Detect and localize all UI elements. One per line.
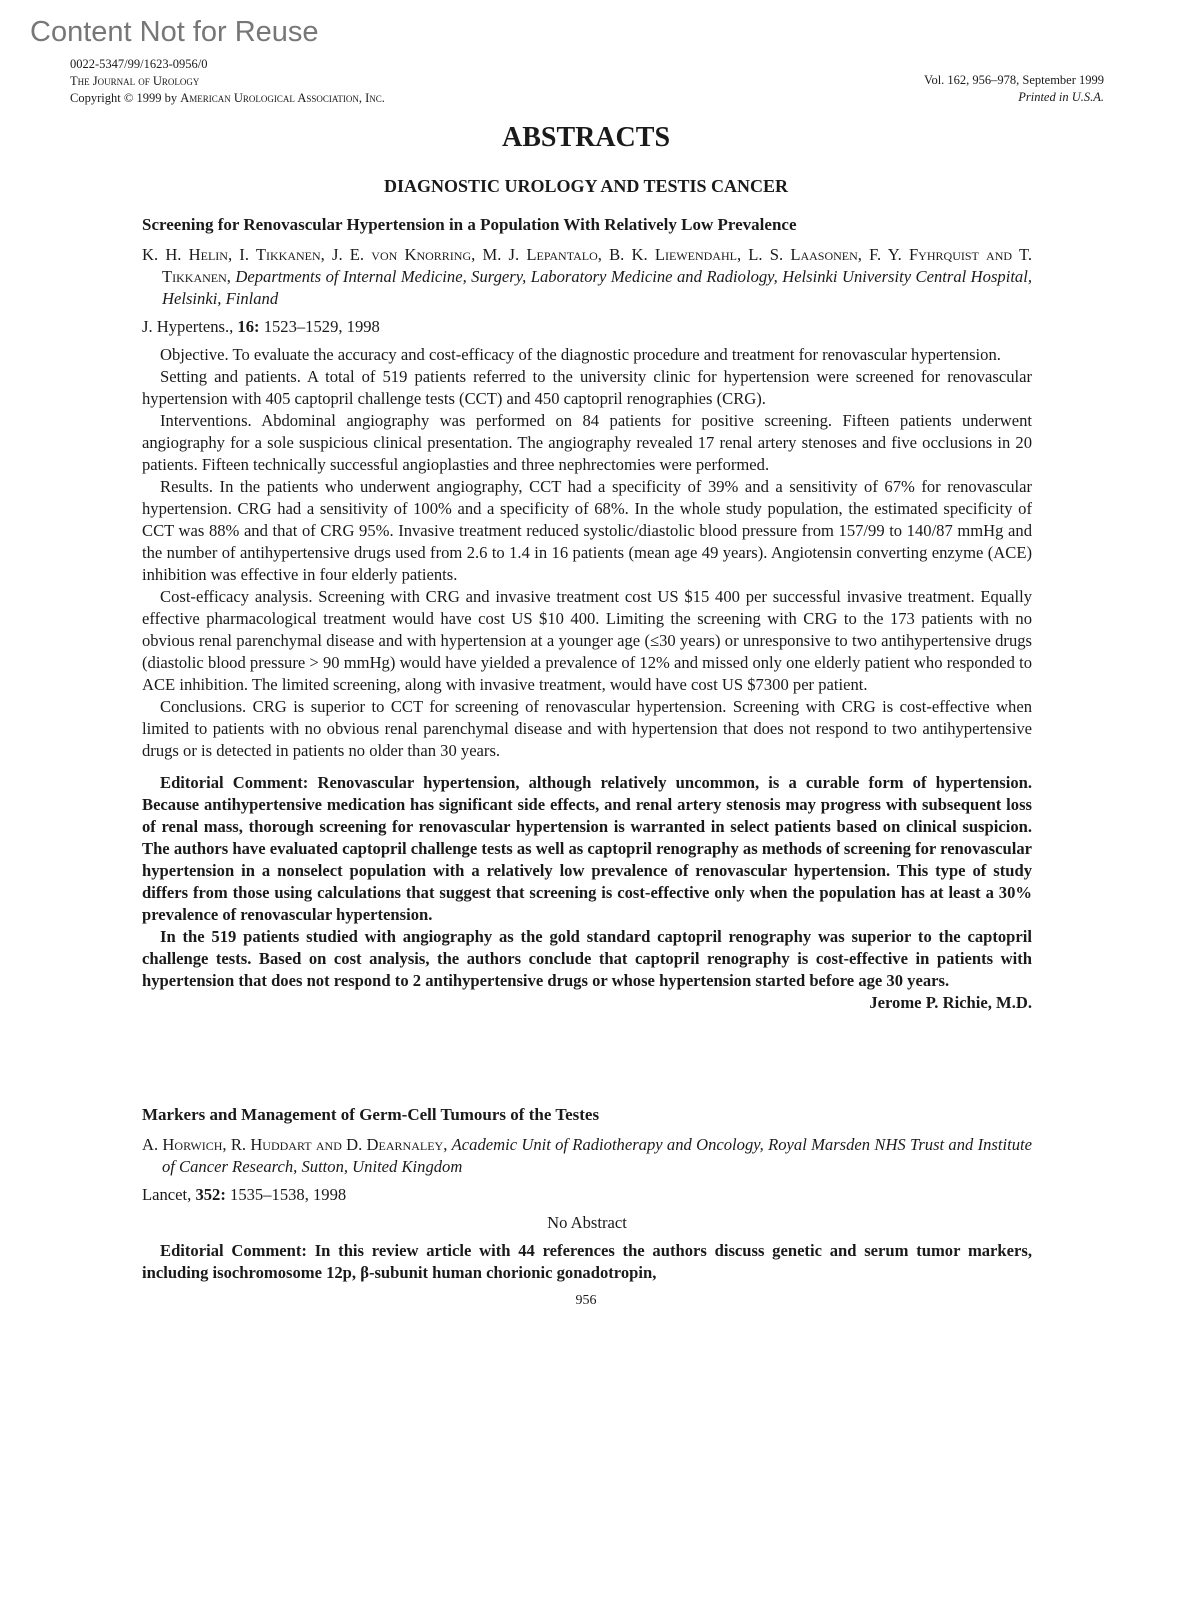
editorial-comment: Editorial Comment: In this review article with 44 references the authors discuss genetic and serum tumor markers, including isochromosome 12p, β-subunit human chorionic gonadotropin, [142,1241,1032,1282]
copyright-text: Copyright © 1999 by [70,91,181,105]
article-1 [142,214,1032,1014]
abstract-conclusions: Conclusions. CRG is superior to CCT for screening of renovascular hypertension. Screening with CRG is cost-effective when limited to patients with no obvious renal parenchymal disease and with hypertension that does not respond to two antihypertensive drugs or is detected in patients no older than 30 years. [142,697,1032,760]
citation-journal: Lancet, [142,1185,192,1204]
abstract-results: Results. In the patients who underwent angiography, CCT had a specificity of 39% and a sensitivity of 67% for renovascular hypertension. CRG had a sensitivity of 100% and a specificity of 68%. In the whole study population, the estimated specificity of CCT was 88% and that of CRG 95%. Invasive treatment reduced systolic/diastolic blood pressure from 157/99 to 140/87 mmHg and the number of antihypertensive drugs used from 2.6 to 1.4 in 16 patients (mean age 49 years). Angiotensin converting enzyme (ACE) inhibition was effective in four elderly patients. [142,477,1032,584]
abstract-interventions: Interventions. Abdominal angiography was performed on 84 patients for positive screening. Fifteen patients underwent angiography for a sole suspicious clinical presentation. The angiography revealed 17 renal artery stenoses and five occlusions in 20 patients. Fifteen technically successful angioplasties and three nephrectomies were performed. [142,411,1032,474]
author-list: A. Horwich, R. Huddart and D. Dearnaley, [142,1135,448,1154]
watermark: Content Not for Reuse [30,16,319,48]
journal-name: The Journal of Urology [70,74,200,88]
abstract-objective: Objective. To evaluate the accuracy and cost-efficacy of the diagnostic procedure and treatment for renovascular hypertension. [160,345,1001,364]
citation [142,1184,1032,1206]
article-title: Screening for Renovascular Hypertension in a Population With Relatively Low Prevalence [142,215,797,234]
citation-pages: 1535–1538, 1998 [230,1185,347,1204]
editorial-comment-2: In the 519 patients studied with angiography as the gold standard captopril renography was superior to the captopril challenge tests. Based on cost analysis, the authors conclude that captopril renography is cost-effective in patients with hypertension that does not respond to 2 antihypertensive drugs or whose hypertension started before age 30 years. [142,927,1032,990]
article-title: Markers and Management of Germ-Cell Tumours of the Testes [142,1105,600,1124]
no-abstract-label: No Abstract [547,1213,627,1232]
article-authors [142,1134,1032,1178]
section-heading: DIAGNOSTIC UROLOGY AND TESTIS CANCER [383,176,789,196]
citation-volume: 16: [237,317,260,336]
article-authors [142,244,1032,310]
abstract-cost: Cost-efficacy analysis. Screening with CRG and invasive treatment cost US $15 400 per successful invasive treatment. Equally effective pharmacological treatment would have cost US $10 400. Limiting the screening with CRG to the 173 patients with no obvious renal parenchymal disease and with hypertension at a younger age (≤30 years) or unresponsive to two antihypertensive drugs (diastolic blood pressure > 90 mmHg) would have yielded a prevalence of 12% and missed only one elderly patient who responded to ACE inhibition. The limited screening, along with invasive treatment, would have cost US $7300 per patient. [142,587,1032,694]
citation-volume: 352: [195,1185,226,1204]
volume-info: Vol. 162, 956–978, September 1999 [924,73,1104,87]
publisher: American Urological Association, Inc. [180,91,385,105]
abstract-setting: Setting and patients. A total of 519 patients referred to the university clinic for hypertension were screened for renovascular hypertension with 405 captopril challenge tests (CCT) and 450 captopril renographies (CRG). [142,367,1032,408]
affiliation: Departments of Internal Medicine, Surgery, Laboratory Medicine and Radiology, Helsinki University Central Hospital, Helsinki, Finland [162,267,1032,308]
author-list: K. H. Helin, I. Tikkanen, J. E. von Knorring, M. J. Lepantalo, B. K. Liewendahl, L. S. Laasonen, F. Y. Fyhrquist and T. Tikkanen, [142,245,1032,286]
page-number: 956 [575,1293,597,1308]
citation-journal: J. Hypertens., [142,317,234,336]
article-code: 0022-5347/99/1623-0956/0 [70,57,208,71]
editorial-comment: Editorial Comment: Renovascular hypertension, although relatively uncommon, is a curable form of hypertension. Because antihypertensive medication has significant side effects, and renal artery stenosis may progress with subsequent loss of renal mass, thorough screening for renovascular hypertension is warranted in select patients based on clinical suspicion. The authors have evaluated captopril challenge tests as well as captopril renography as methods of screening for renovascular hypertension in a nonselect population with a relatively low prevalence of renovascular hypertension. This type of study differs from those using calculations that suggest that screening is cost-effective only when the population has at least a 30% prevalence of renovascular hypertension. [142,773,1032,924]
editorial-signature: Jerome P. Richie, M.D. [869,993,1032,1012]
affiliation: Academic Unit of Radiotherapy and Oncology, Royal Marsden NHS Trust and Institute of Cancer Research, Sutton, United Kingdom [162,1135,1032,1176]
printed-in: Printed in U.S.A. [1018,90,1104,104]
citation-pages: 1523–1529, 1998 [263,317,380,336]
article-2 [142,1104,1032,1284]
citation [142,316,1032,338]
article-column [142,0,1032,1350]
page-heading: ABSTRACTS [501,122,671,153]
